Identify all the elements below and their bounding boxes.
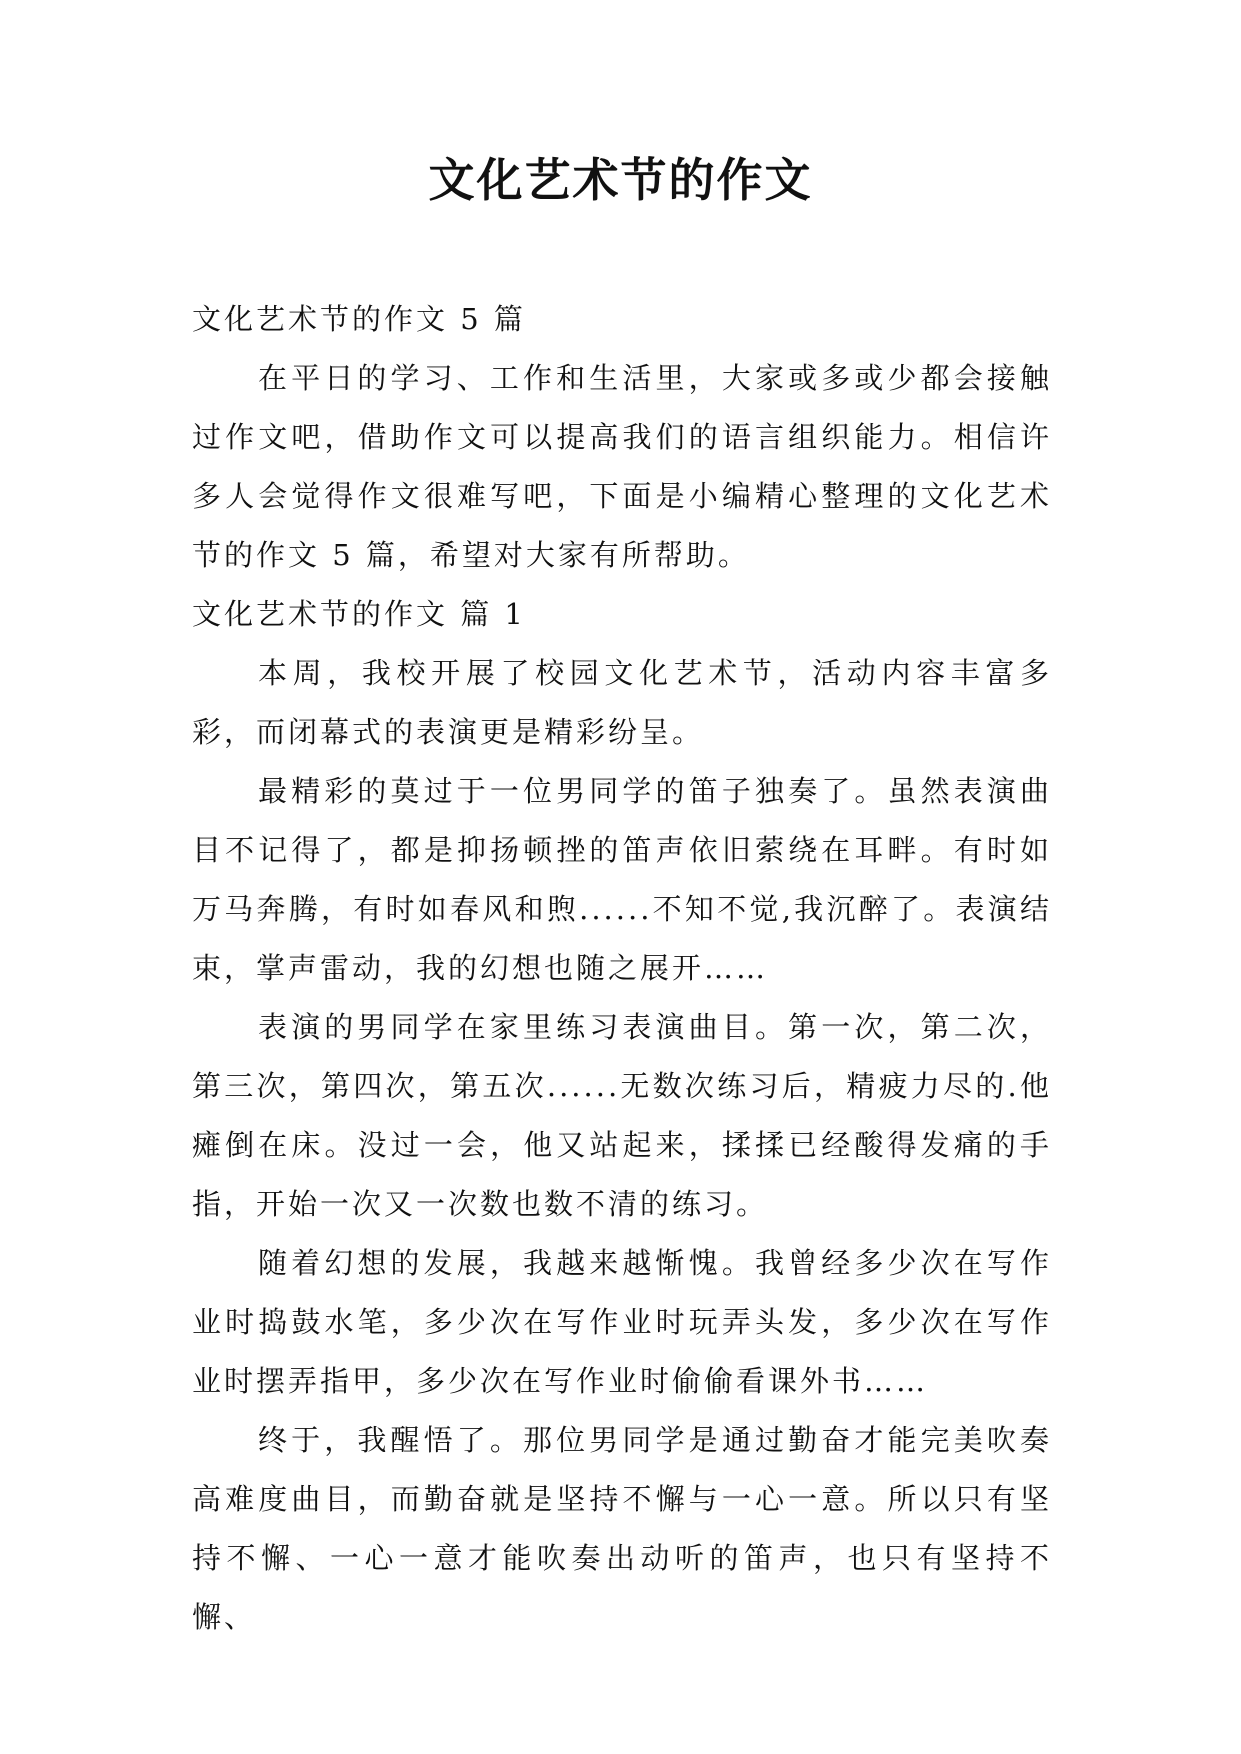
body-paragraph: 最精彩的莫过于一位男同学的笛子独奏了。虽然表演曲目不记得了，都是抑扬顿挫的笛声依旧萦绕在耳畔。有时如万马奔腾，有时如春风和煦......不知不觉,我沉醉了。表演结束，掌声雷动，我的幻想也随之展开…… [192,774,1052,985]
body-paragraph: 本周，我校开展了校园文化艺术节，活动内容丰富多彩，而闭幕式的表演更是精彩纷呈。 [192,656,1052,749]
intro-paragraph: 在平日的学习、工作和生活里，大家或多或少都会接触过作文吧，借助作文可以提高我们的语言组织能力。相信许多人会觉得作文很难写吧，下面是小编精心整理的文化艺术节的作文 5 篇，希望对大家有所帮助。 [192,361,1052,572]
body-paragraph: 终于，我醒悟了。那位男同学是通过勤奋才能完美吹奏高难度曲目，而勤奋就是坚持不懈与一心一意。所以只有坚持不懈、一心一意才能吹奏出动听的笛声，也只有坚持不懈、 [192,1423,1052,1634]
document-subtitle: 文化艺术节的作文 5 篇 [192,302,526,336]
body-paragraph: 随着幻想的发展，我越来越惭愧。我曾经多少次在写作业时捣鼓水笔，多少次在写作业时玩弄头发，多少次在写作业时摆弄指甲，多少次在写作业时偷偷看课外书…… [192,1246,1052,1398]
document-title: 文化艺术节的作文 [428,153,813,207]
document-body [192,290,1052,1647]
section-heading: 文化艺术节的作文 篇 1 [192,597,526,631]
body-paragraph: 表演的男同学在家里练习表演曲目。第一次，第二次，第三次，第四次，第五次......无数次练习后，精疲力尽的.他瘫倒在床。没过一会，他又站起来，揉揉已经酸得发痛的手指，开始一次又一次数也数不清的练习。 [192,1010,1052,1221]
